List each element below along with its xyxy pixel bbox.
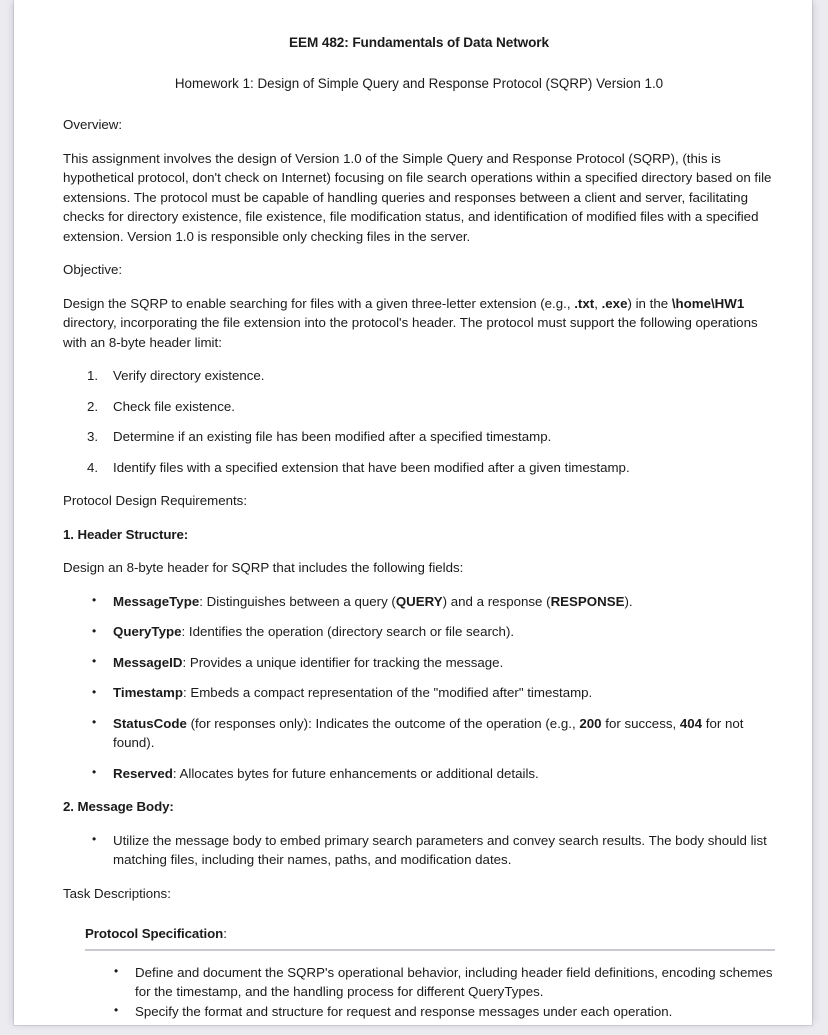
list-item <box>63 714 775 753</box>
header-fields-list <box>63 592 775 784</box>
list-marker: 4. <box>87 459 99 475</box>
protocol-specification-colon: : <box>223 926 227 941</box>
objective-text-part-1: Design the SQRP to enable searching for files with a given three-letter extension (e.g., <box>63 295 575 311</box>
objective-directory-path: \home\HW1 <box>671 295 745 311</box>
list-item-label: Determine if an existing file has been modified after a specified timestamp. <box>113 429 552 444</box>
field-desc-3: for not found). <box>113 715 744 750</box>
list-item <box>63 592 775 612</box>
document-content <box>63 33 775 1035</box>
list-item-label: Identify files with a specified extension that have been modified after a given timestamp. <box>113 459 630 475</box>
list-item-label: Check file existence. <box>113 398 235 414</box>
field-name: Timestamp <box>113 685 183 700</box>
list-marker: 1. <box>87 368 99 383</box>
objective-label: Objective: <box>63 262 123 277</box>
protocol-specification-heading <box>85 924 775 951</box>
protocol-specification-list <box>63 963 775 1022</box>
list-item <box>63 427 775 447</box>
field-name: MessageID <box>113 654 183 670</box>
overview-label: Overview: <box>63 117 123 132</box>
list-marker: 3. <box>87 429 99 444</box>
field-desc-1: (for responses only): Indicates the outcome of the operation (e.g., <box>186 715 580 731</box>
field-desc-1: : Embeds a compact representation of the "modified after" timestamp. <box>182 685 593 700</box>
field-bold-2: 404 <box>679 715 703 731</box>
message-body-heading: 2. Message Body: <box>63 799 174 814</box>
field-desc-1: : Identifies the operation (directory search or file search). <box>181 624 515 639</box>
objective-paragraph <box>63 294 775 353</box>
objective-text-part-4: directory, incorporating the file extension into the protocol's header. The protocol must support the following operations with an 8-byte header limit: <box>63 315 758 350</box>
list-item-label: Verify directory existence. <box>113 368 265 383</box>
list-item <box>63 397 775 417</box>
objective-text-part-2: , <box>594 295 602 311</box>
field-name: StatusCode <box>113 715 187 731</box>
field-desc-1: : Distinguishes between a query ( <box>199 593 396 609</box>
field-desc-1: : Allocates bytes for future enhancements or additional details. <box>172 765 539 781</box>
task-descriptions-label: Task Descriptions: <box>63 885 171 901</box>
field-bold-1: QUERY <box>395 593 443 609</box>
list-item: • Specify the format and structure for request and response messages under each operation. <box>85 1002 775 1022</box>
list-marker: 2. <box>87 398 99 414</box>
field-name: Reserved <box>113 765 173 781</box>
document-title: EEM 482: Fundamentals of Data Network <box>289 35 549 50</box>
objective-extension-exe: .exe <box>601 295 628 311</box>
header-structure-heading: 1. Header Structure: <box>63 526 189 542</box>
field-desc-1: : Provides a unique identifier for tracking the message. <box>182 654 504 670</box>
list-item <box>63 764 775 784</box>
field-desc-3: ). <box>624 593 633 609</box>
list-item <box>63 458 775 478</box>
document-page <box>14 0 812 1025</box>
header-structure-intro: Design an 8-byte header for SQRP that includes the following fields: <box>63 560 464 575</box>
list-item <box>63 366 775 386</box>
list-item: • Utilize the message body to embed primary search parameters and convey search results. The body should list matching files, including their names, paths, and modification dates. <box>63 831 775 870</box>
protocol-specification-block <box>63 924 775 1021</box>
field-bold-1: 200 <box>579 715 602 731</box>
message-body-list <box>63 831 775 870</box>
protocol-design-requirements-label: Protocol Design Requirements: <box>63 493 248 508</box>
field-desc-2: ) and a response ( <box>442 593 551 609</box>
field-name: MessageType <box>113 593 200 609</box>
overview-paragraph: This assignment involves the design of Version 1.0 of the Simple Query and Response Protocol (SQRP), (this is hypothetical protocol, don't check on Internet) focusing on file search operations within a specified directory based on file extensions. The protocol must be capable of handling queries and responses between a client and server, facilitating checks for directory existence, file existence, file modification status, and identification of modified files with a specified extension. Version 1.0 is responsible only checking files in the server. <box>63 150 772 244</box>
operations-list <box>63 366 775 477</box>
list-item <box>63 683 775 703</box>
field-bold-2: RESPONSE <box>550 593 625 609</box>
list-item <box>63 622 775 642</box>
list-item: • Define and document the SQRP's operational behavior, including header field definitions, encoding schemes for the timestamp, and the handling process for different QueryTypes. <box>85 963 775 1002</box>
field-desc-2: for success, <box>601 715 680 731</box>
protocol-specification-title: Protocol Specification <box>85 926 224 941</box>
list-item <box>63 653 775 673</box>
field-name: QueryType <box>113 624 182 639</box>
objective-extension-txt: .txt <box>574 295 595 311</box>
document-subtitle: Homework 1: Design of Simple Query and Response Protocol (SQRP) Version 1.0 <box>174 75 664 91</box>
objective-text-part-3: ) in the <box>627 295 672 311</box>
